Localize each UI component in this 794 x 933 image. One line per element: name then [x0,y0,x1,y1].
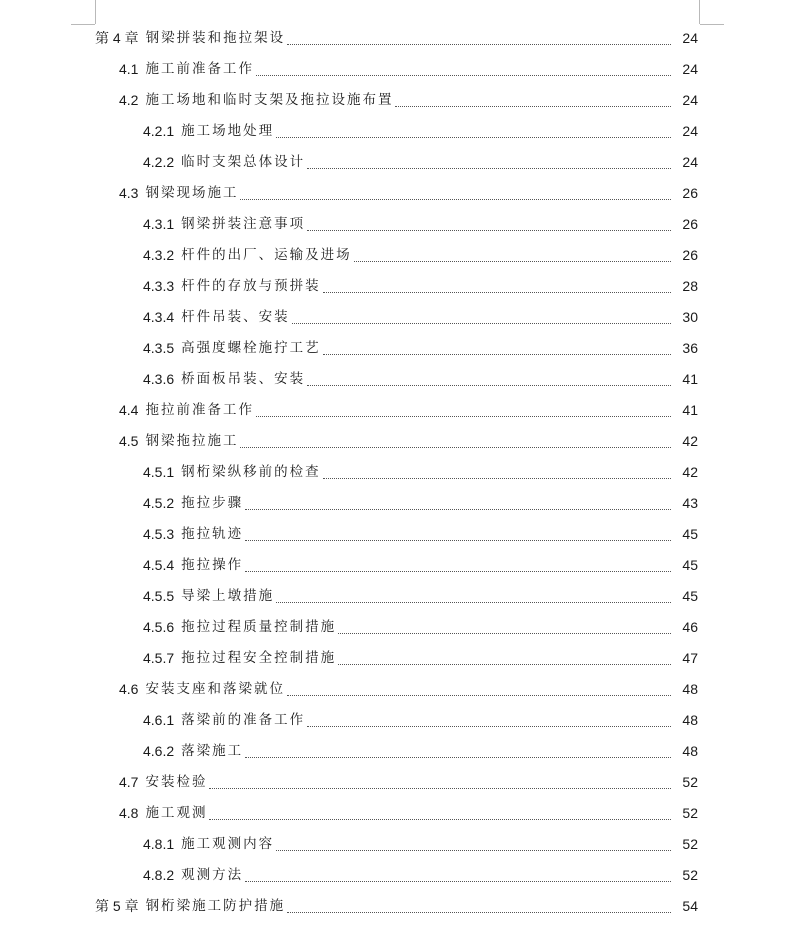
toc-entry[interactable] [0,891,794,922]
toc-entry-number: 4.8 [119,805,139,821]
toc-entry-number: 4.6.2 [143,743,175,759]
toc-entry-title: 施工前准备工作 [145,61,254,77]
toc-entry[interactable] [0,767,794,798]
toc-entry-number: 4.4 [119,402,139,418]
toc-entry[interactable] [0,116,794,147]
toc-entry-title: 安装支座和落梁就位 [145,681,285,697]
toc-entry[interactable] [0,54,794,85]
toc-entry-page-number: 52 [682,805,698,821]
toc-entry-title: 钢梁拼装注意事项 [181,216,306,232]
toc-entry[interactable] [0,736,794,767]
toc-entry-number: 4.3.3 [143,278,175,294]
toc-entry[interactable] [0,426,794,457]
toc-entry-page-number: 24 [682,154,698,170]
toc-entry-title: 钢梁拼装和拖拉架设 [145,30,286,46]
toc-dot-leader [292,323,671,324]
toc-entry-page-number: 24 [682,92,698,108]
toc-dot-leader [323,478,671,479]
toc-entry-number: 4.5.1 [143,464,175,480]
toc-entry-page-number: 36 [682,340,698,356]
toc-entry[interactable] [0,23,794,54]
toc-entry-page-number: 30 [682,309,698,325]
toc-entry-title: 钢梁现场施工 [145,185,239,201]
toc-entry-number: 4.5.4 [143,557,175,573]
toc-dot-leader [240,447,671,448]
toc-entry-page-number: 41 [682,371,698,387]
toc-dot-leader [245,540,671,541]
toc-entry-page-number: 46 [682,619,698,635]
toc-entry-title: 高强度螺栓施拧工艺 [181,340,321,356]
toc-dot-leader [240,199,671,200]
toc-entry[interactable] [0,302,794,333]
toc-entry[interactable] [0,395,794,426]
toc-entry[interactable] [0,85,794,116]
toc-dot-leader [307,230,671,231]
toc-entry-title: 观测方法 [181,867,244,883]
toc-entry-title: 落梁施工 [181,743,244,759]
toc-dot-leader [287,695,671,696]
toc-entry[interactable] [0,643,794,674]
toc-entry[interactable] [0,178,794,209]
toc-entry-page-number: 24 [682,30,698,46]
toc-entry-number: 4.5.2 [143,495,175,511]
toc-dot-leader [307,168,671,169]
toc-entry-title: 施工观测 [145,805,208,821]
toc-dot-leader [276,850,671,851]
toc-entry-number: 4.8.1 [143,836,175,852]
toc-entry-number: 4.6 [119,681,139,697]
toc-entry-title: 桥面板吊装、安装 [181,371,306,387]
toc-entry-page-number: 54 [682,898,698,914]
toc-dot-leader [276,602,671,603]
toc-entry-number: 4.2 [119,92,139,108]
toc-entry-title: 拖拉步骤 [181,495,244,511]
toc-entry[interactable] [0,612,794,643]
toc-dot-leader [209,788,671,789]
toc-entry-title: 拖拉前准备工作 [145,402,254,418]
toc-dot-leader [245,881,671,882]
toc-dot-leader [209,819,671,820]
toc-entry-page-number: 45 [682,588,698,604]
toc-entry[interactable] [0,364,794,395]
toc-entry-number: 4.5.5 [143,588,175,604]
toc-entry[interactable] [0,581,794,612]
toc-entry[interactable] [0,860,794,891]
toc-entry[interactable] [0,333,794,364]
toc-entry-title: 导梁上墩措施 [181,588,275,604]
toc-entry-page-number: 26 [682,185,698,201]
toc-dot-leader [354,261,671,262]
toc-entry-number: 4.5.3 [143,526,175,542]
toc-entry-title: 施工场地处理 [181,123,275,139]
toc-entry-page-number: 48 [682,743,698,759]
table-of-contents [0,23,794,922]
toc-dot-leader [276,137,671,138]
toc-dot-leader [338,664,671,665]
toc-dot-leader [256,416,671,417]
toc-entry-title: 钢桁梁纵移前的检查 [181,464,321,480]
toc-entry-page-number: 45 [682,557,698,573]
toc-dot-leader [256,75,671,76]
toc-entry[interactable] [0,519,794,550]
toc-entry-number: 4.8.2 [143,867,175,883]
toc-entry-title: 钢桁梁施工防护措施 [145,898,286,914]
toc-entry-number: 4.1 [119,61,139,77]
toc-entry-page-number: 52 [682,867,698,883]
toc-entry-title: 施工场地和临时支架及拖拉设施布置 [145,92,394,108]
toc-entry-page-number: 52 [682,836,698,852]
toc-entry-page-number: 41 [682,402,698,418]
toc-entry-number: 4.5.7 [143,650,175,666]
toc-entry-number: 4.3.1 [143,216,175,232]
toc-entry-title: 临时支架总体设计 [181,154,306,170]
toc-entry-title: 杆件的出厂、运输及进场 [181,247,352,263]
toc-entry[interactable] [0,550,794,581]
toc-entry-title: 杆件的存放与预拼装 [181,278,321,294]
toc-entry-title: 杆件吊装、安装 [181,309,290,325]
toc-entry-number: 4.3.2 [143,247,175,263]
toc-dot-leader [245,757,671,758]
toc-dot-leader [323,354,671,355]
toc-entry-page-number: 26 [682,247,698,263]
toc-entry[interactable] [0,271,794,302]
toc-entry-page-number: 48 [682,681,698,697]
toc-entry-page-number: 48 [682,712,698,728]
crop-mark-top-right [699,0,700,24]
toc-entry[interactable] [0,798,794,829]
toc-entry[interactable] [0,147,794,178]
toc-entry-number: 第 4 章 [95,30,139,46]
crop-mark-top-left [95,0,96,24]
toc-dot-leader [245,509,671,510]
toc-entry-number: 4.3 [119,185,139,201]
toc-entry-title: 落梁前的准备工作 [181,712,306,728]
toc-dot-leader [307,385,671,386]
toc-entry-page-number: 24 [682,123,698,139]
toc-entry[interactable] [0,209,794,240]
toc-entry-number: 4.3.5 [143,340,175,356]
toc-entry-page-number: 42 [682,464,698,480]
toc-dot-leader [245,571,671,572]
toc-dot-leader [323,292,671,293]
toc-entry[interactable] [0,240,794,271]
toc-dot-leader [307,726,671,727]
toc-entry[interactable] [0,674,794,705]
toc-entry-title: 施工观测内容 [181,836,275,852]
toc-entry-title: 钢梁拖拉施工 [145,433,239,449]
toc-dot-leader [338,633,671,634]
toc-entry[interactable] [0,829,794,860]
toc-entry-number: 4.2.1 [143,123,175,139]
toc-entry-page-number: 24 [682,61,698,77]
toc-entry[interactable] [0,488,794,519]
toc-dot-leader [287,912,671,913]
toc-entry-number: 4.3.4 [143,309,175,325]
toc-entry-page-number: 47 [682,650,698,666]
toc-entry-page-number: 26 [682,216,698,232]
toc-entry-number: 4.3.6 [143,371,175,387]
toc-entry-number: 4.5.6 [143,619,175,635]
toc-entry-title: 拖拉操作 [181,557,244,573]
toc-entry-number: 4.7 [119,774,139,790]
toc-dot-leader [287,44,671,45]
toc-entry-page-number: 42 [682,433,698,449]
toc-entry-page-number: 28 [682,278,698,294]
toc-entry-page-number: 43 [682,495,698,511]
toc-entry[interactable] [0,705,794,736]
toc-entry-number: 4.2.2 [143,154,175,170]
toc-dot-leader [395,106,671,107]
toc-entry[interactable] [0,457,794,488]
toc-entry-title: 安装检验 [145,774,208,790]
toc-entry-number: 4.5 [119,433,139,449]
toc-entry-number: 第 5 章 [95,898,139,914]
toc-entry-page-number: 45 [682,526,698,542]
toc-entry-title: 拖拉过程安全控制措施 [181,650,337,666]
toc-entry-number: 4.6.1 [143,712,175,728]
toc-entry-title: 拖拉过程质量控制措施 [181,619,337,635]
toc-entry-title: 拖拉轨迹 [181,526,244,542]
toc-entry-page-number: 52 [682,774,698,790]
